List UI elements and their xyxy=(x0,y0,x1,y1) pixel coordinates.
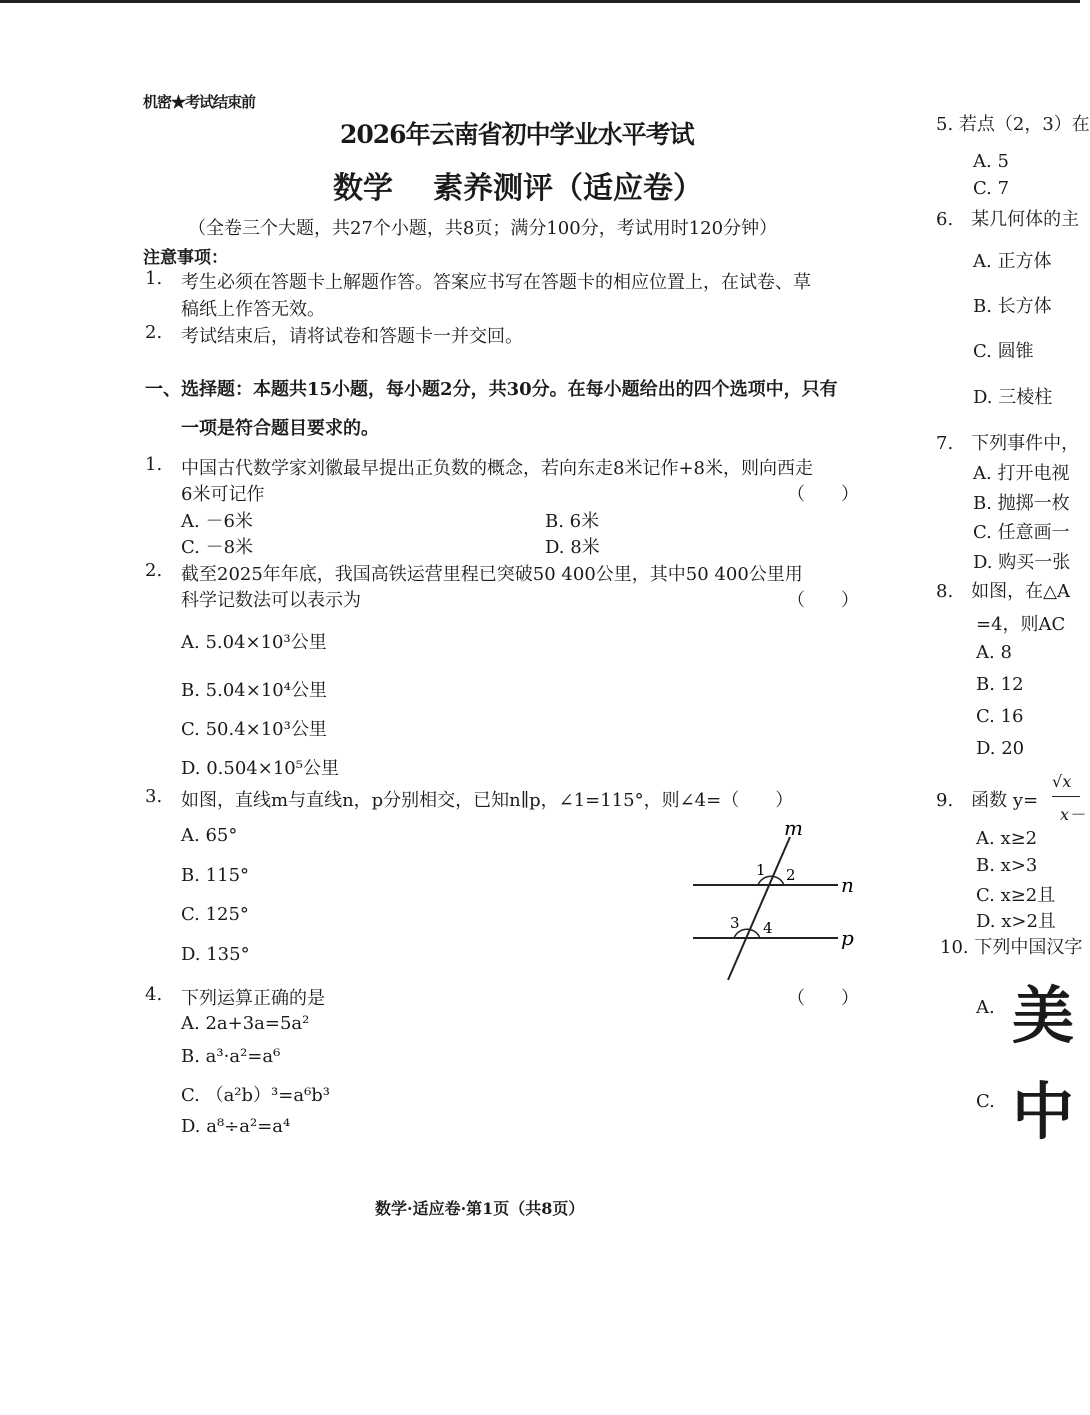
angle-1-label: 1 xyxy=(756,861,766,879)
notice-1-num: 1. xyxy=(145,268,163,289)
notice-title: 注意事项： xyxy=(143,248,228,268)
q5-option-c: C. 7 xyxy=(973,178,1010,199)
q1-option-b: B. 6米 xyxy=(545,511,600,532)
q9-option-b: B. x>3 xyxy=(976,855,1038,876)
q2-line2: 科学记数法可以表示为 xyxy=(181,590,361,611)
q4-option-b: B. a³·a²=a⁶ xyxy=(181,1046,281,1067)
angle-3-label: 3 xyxy=(730,914,740,932)
q8-text-cont: =4，则AC xyxy=(976,614,1066,635)
secret-mark: 机密★考试结束前 xyxy=(143,93,256,111)
q9-option-d: D. x>2且 xyxy=(976,911,1056,932)
q5-text: 5. 若点（2，3）在 xyxy=(936,114,1090,135)
q4-answer-paren: （ ） xyxy=(787,988,859,1009)
notice-1-line2: 稿纸上作答无效。 xyxy=(181,299,325,320)
q7-text: 7. 下列事件中， xyxy=(936,433,1080,454)
q9-denominator: x－ xyxy=(1060,805,1086,824)
q1-line1: 中国古代数学家刘徽最早提出正负数的概念，若向东走8米记作+8米，则向西走 xyxy=(181,458,813,479)
q1-option-a: A. －6米 xyxy=(181,511,253,532)
q3-figure xyxy=(688,815,863,980)
q9-fraction-bar xyxy=(1052,796,1080,797)
q6-option-d: D. 三棱柱 xyxy=(973,387,1053,408)
q1-number: 1. xyxy=(145,454,163,475)
q4-option-a: A. 2a+3a=5a² xyxy=(181,1013,310,1034)
exam-info: （全卷三个大题，共27个小题，共8页；满分100分，考试用时120分钟） xyxy=(188,218,778,239)
q3-number: 3. xyxy=(145,786,163,807)
q1-line2: 6米可记作 xyxy=(181,484,265,505)
subject-subtitle: 素养测评（适应卷） xyxy=(433,171,703,206)
q3-text: 如图，直线m与直线n，p分别相交，已知n∥p，∠1=115°，则∠4=（ ） xyxy=(181,790,794,811)
q2-answer-paren: （ ） xyxy=(787,590,859,611)
q4-number: 4. xyxy=(145,984,163,1005)
label-n: n xyxy=(841,873,854,897)
q6-option-b: B. 长方体 xyxy=(973,296,1052,317)
q4-option-c: C. （a²b）³=a⁶b³ xyxy=(181,1085,331,1106)
q3-option-b: B. 115° xyxy=(181,865,250,886)
q7-option-c: C. 任意画一 xyxy=(973,522,1070,543)
q10-option-a: A. xyxy=(976,997,995,1018)
section-1-line1: 一、选择题：本题共15小题，每小题2分，共30分。在每小题给出的四个选项中，只有 xyxy=(145,379,838,400)
q5-option-a: A. 5 xyxy=(973,151,1009,172)
q9-text: 9. 函数 y= xyxy=(936,790,1039,811)
notice-2-num: 2. xyxy=(145,322,163,343)
q4-text: 下列运算正确的是 xyxy=(181,988,325,1009)
q7-option-a: A. 打开电视 xyxy=(973,463,1070,484)
q10-char-c: 中 xyxy=(1012,1075,1075,1148)
angle-2-label: 2 xyxy=(786,866,796,884)
q3-option-a: A. 65° xyxy=(181,825,238,846)
line-m xyxy=(728,837,790,980)
q4-option-d: D. a⁸÷a²=a⁴ xyxy=(181,1116,291,1137)
q6-text: 6. 某几何体的主 xyxy=(936,209,1080,230)
q1-option-d: D. 8米 xyxy=(545,537,600,558)
q3-option-c: C. 125° xyxy=(181,904,249,925)
subject-name: 数学 xyxy=(333,171,393,206)
q3-option-d: D. 135° xyxy=(181,944,250,965)
notice-2-text: 考试结束后，请将试卷和答题卡一并交回。 xyxy=(181,326,523,347)
q8-option-d: D. 20 xyxy=(976,738,1025,759)
q8-text: 8. 如图，在△A xyxy=(936,581,1071,602)
label-p: p xyxy=(841,926,854,950)
q1-option-c: C. －8米 xyxy=(181,537,254,558)
q2-option-a: A. 5.04×10³公里 xyxy=(181,632,327,653)
section-1-line2: 一项是符合题目要求的。 xyxy=(181,418,379,439)
exam-title: 2026年云南省初中学业水平考试 xyxy=(340,120,694,149)
label-m: m xyxy=(784,816,803,840)
q2-option-c: C. 50.4×10³公里 xyxy=(181,719,327,740)
q6-option-a: A. 正方体 xyxy=(973,251,1052,272)
q7-option-d: D. 购买一张 xyxy=(973,552,1071,573)
subject-title xyxy=(333,163,703,207)
q7-option-b: B. 抛掷一枚 xyxy=(973,493,1070,514)
q2-line1: 截至2025年年底，我国高铁运营里程已突破50 400公里，其中50 400公里用 xyxy=(181,564,803,585)
q6-option-c: C. 圆锥 xyxy=(973,341,1034,362)
q8-option-c: C. 16 xyxy=(976,706,1024,727)
q9-option-c: C. x≥2且 xyxy=(976,885,1056,906)
q9-option-a: A. x≥2 xyxy=(976,828,1038,849)
q9-numerator: √x xyxy=(1052,772,1072,791)
q2-number: 2. xyxy=(145,560,163,581)
top-border xyxy=(0,0,1080,3)
notice-1-line1: 考生必须在答题卡上解题作答。答案应书写在答题卡的相应位置上，在试卷、草 xyxy=(181,272,811,293)
page-footer: 数学·适应卷·第1页（共8页） xyxy=(375,1199,585,1218)
q8-option-b: B. 12 xyxy=(976,674,1024,695)
q1-answer-paren: （ ） xyxy=(787,484,859,505)
q10-text: 10. 下列中国汉字 xyxy=(940,937,1083,958)
q8-option-a: A. 8 xyxy=(976,642,1012,663)
q10-char-a: 美 xyxy=(1012,979,1075,1052)
q2-option-b: B. 5.04×10⁴公里 xyxy=(181,680,327,701)
q2-option-d: D. 0.504×10⁵公里 xyxy=(181,758,339,779)
angle-4-label: 4 xyxy=(763,919,773,937)
q10-option-c: C. xyxy=(976,1091,995,1112)
